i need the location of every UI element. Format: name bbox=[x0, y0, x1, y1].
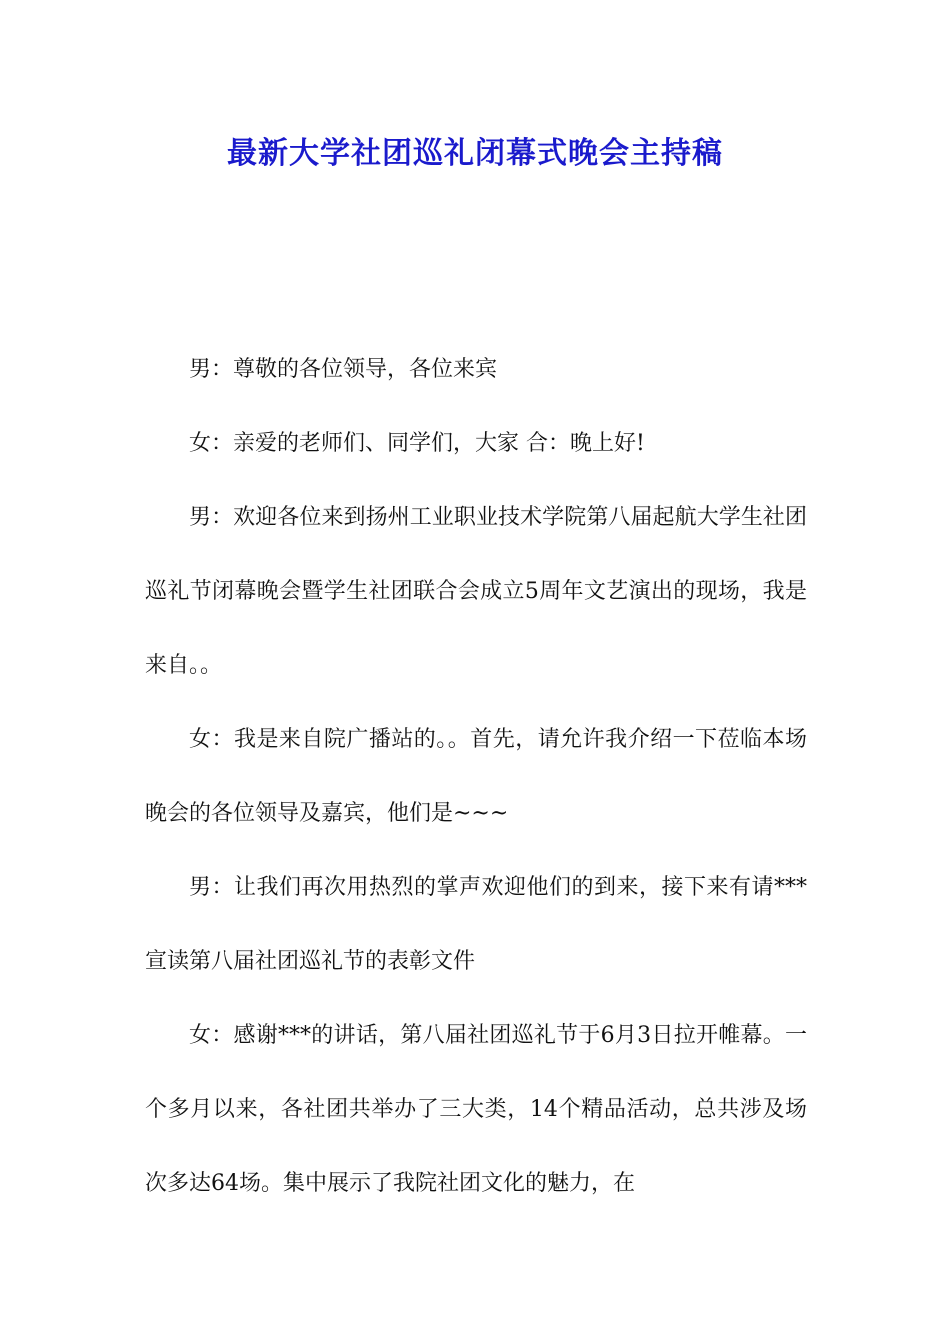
paragraph-female-summary: 女：感谢***的讲话，第八届社团巡礼节于6月3日拉开帷幕。一个多月以来，各社团共举办了三大类，14个精品活动，总共涉及场次多达64场。集中展示了我院社团文化的魅力，在 bbox=[145, 1023, 807, 1196]
document-title: 最新大学社团巡礼闭幕式晚会主持稿 bbox=[227, 136, 723, 171]
paragraph-male-greeting: 男：尊敬的各位领导，各位来宾 bbox=[189, 357, 498, 382]
paragraph-male-welcome: 男：欢迎各位来到扬州工业职业技术学院第八届起航大学生社团巡礼节闭幕晚会暨学生社团联合会成立5周年文艺演出的现场，我是来自。。 bbox=[145, 505, 807, 678]
paragraph-male-applause: 男：让我们再次用热烈的掌声欢迎他们的到来，接下来有请***宣读第八届社团巡礼节的表彰文件 bbox=[145, 875, 807, 974]
paragraph-female-greeting: 女：亲爱的老师们、同学们，大家 合：晚上好! bbox=[189, 431, 645, 456]
document-body bbox=[145, 333, 807, 1221]
paragraph-female-introduction: 女：我是来自院广播站的。。首先，请允许我介绍一下莅临本场晚会的各位领导及嘉宾，他们是~~~ bbox=[145, 727, 807, 826]
